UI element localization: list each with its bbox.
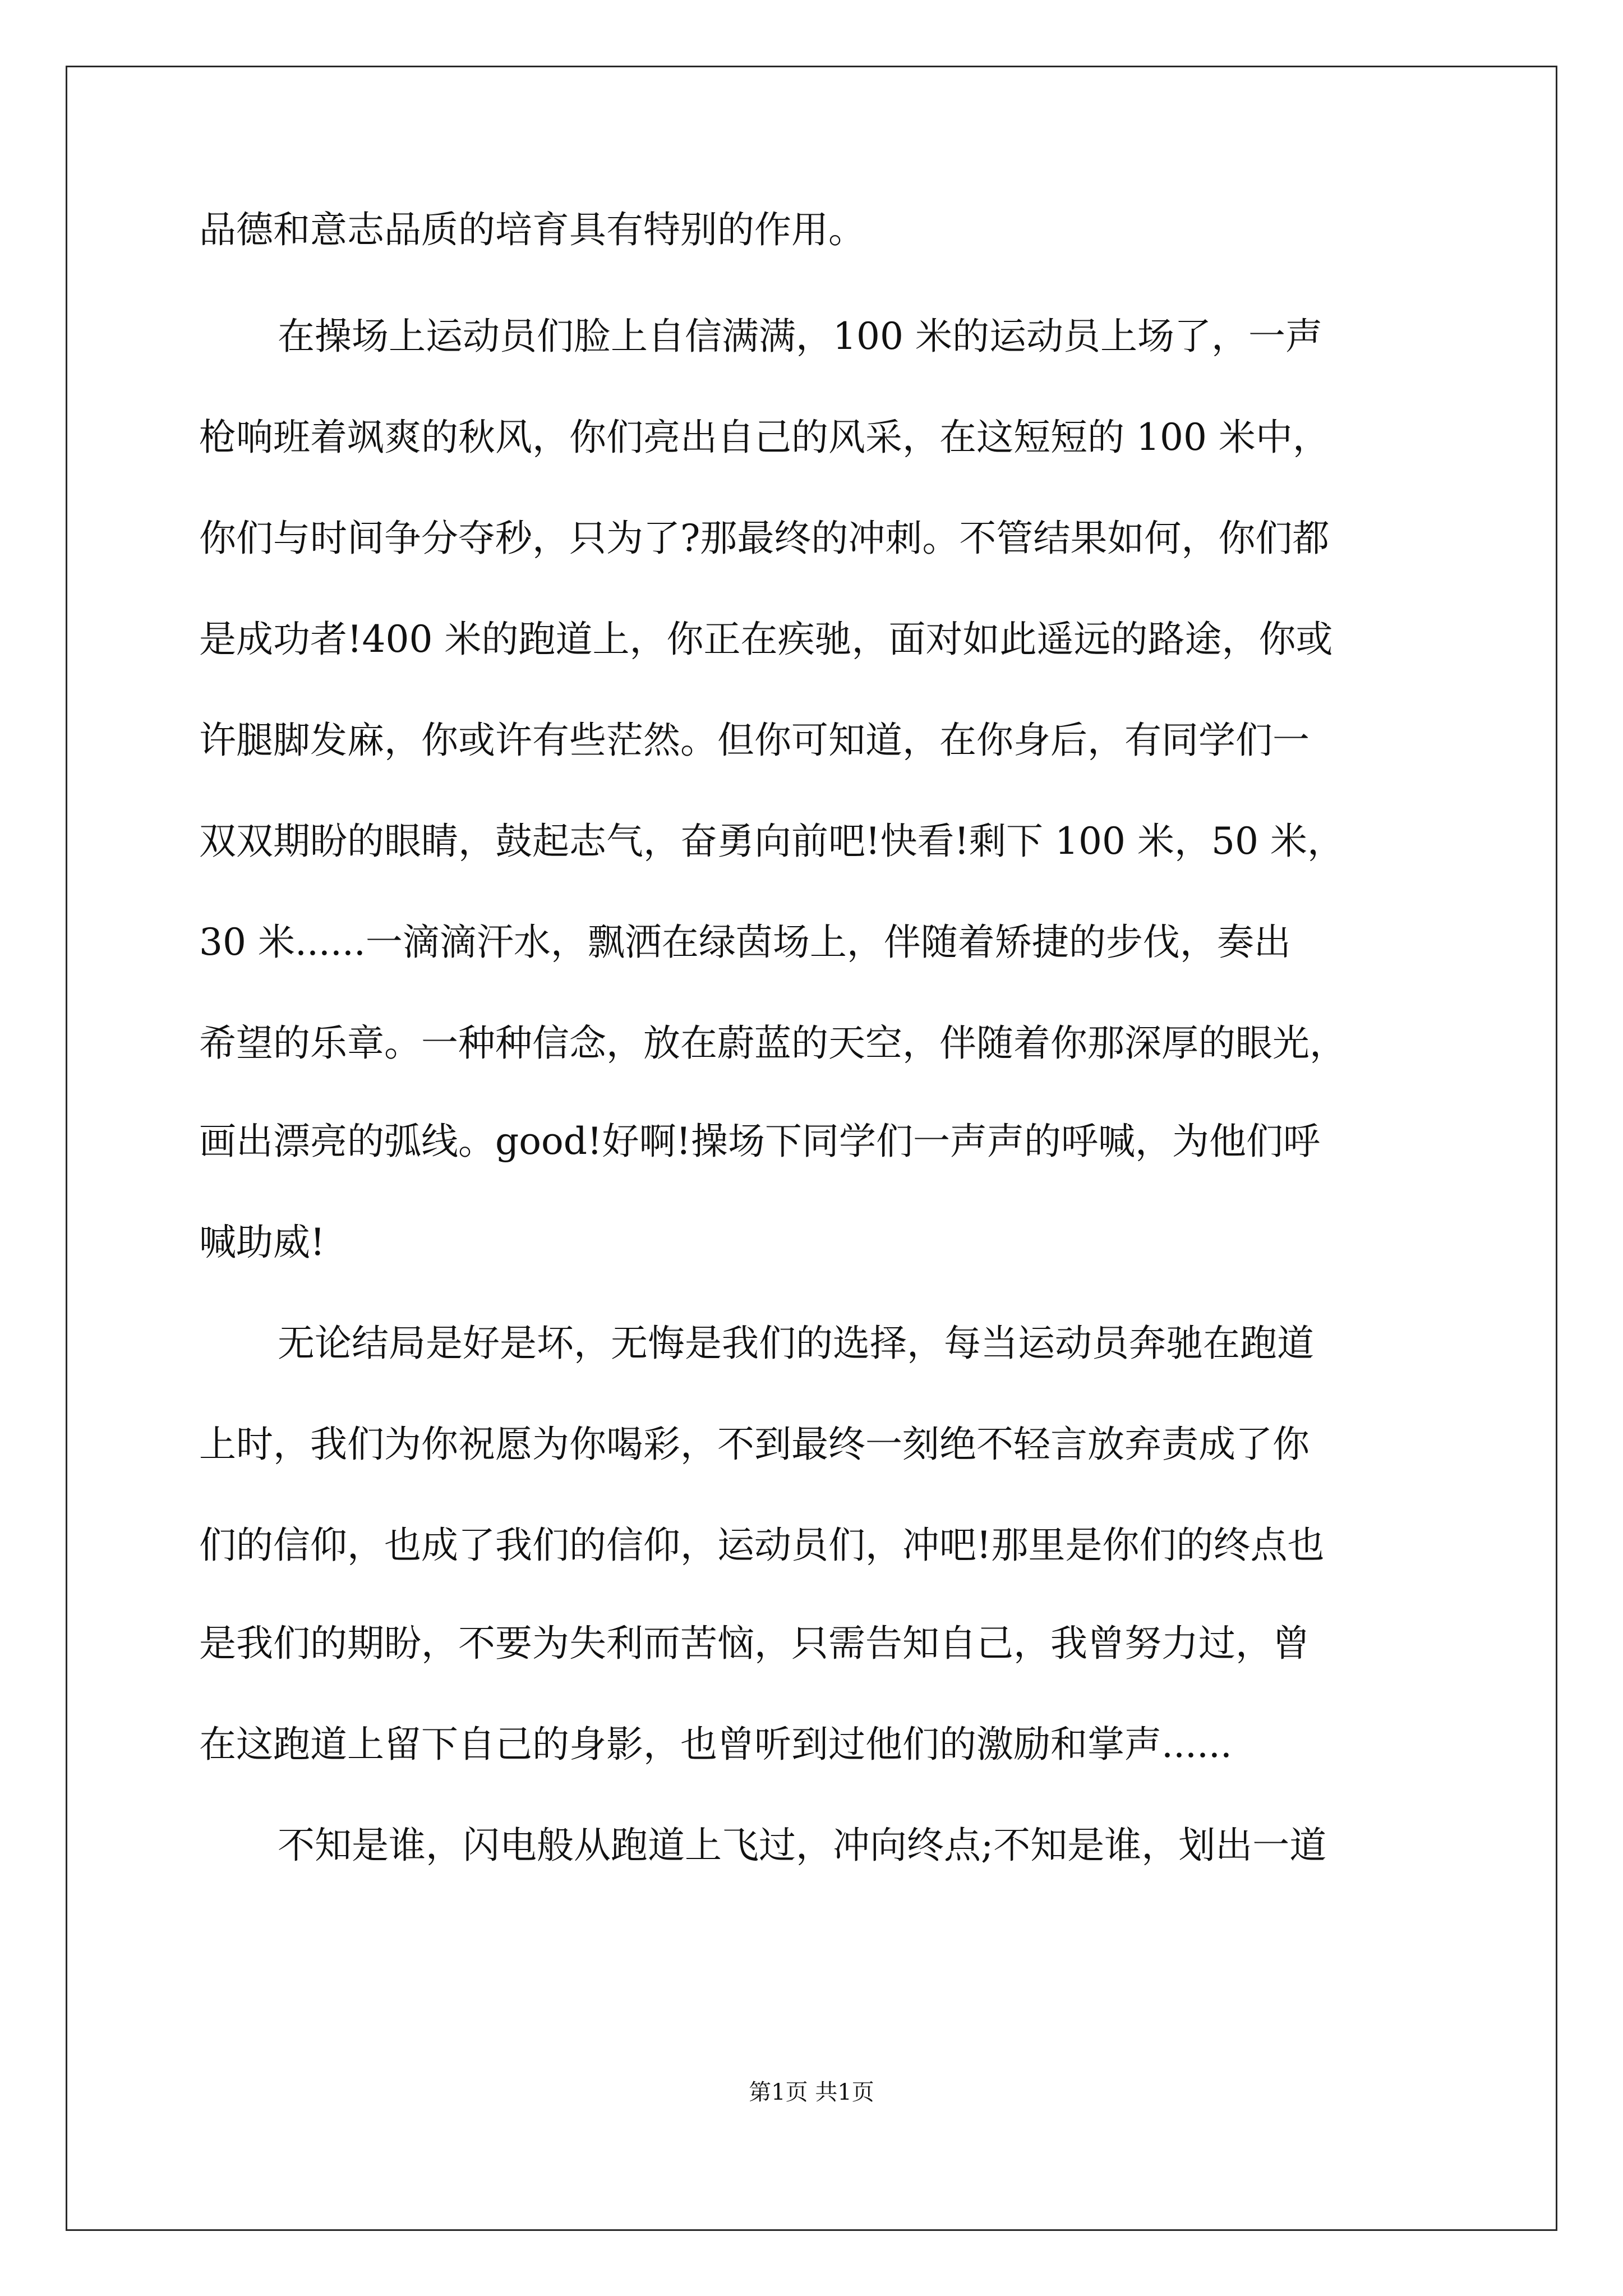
- text-line: 画出漂亮的弧线。good!好啊!操场下同学们一声声的呼喊，为他们呼: [199, 1120, 1321, 1163]
- page-footer: 第1页 共1页: [749, 2079, 874, 2105]
- text-line: 是成功者!400 米的跑道上，你正在疾驰，面对如此遥远的路途，你或: [199, 618, 1333, 661]
- text-line: 在这跑道上留下自己的身影，也曾听到过他们的激励和掌声......: [199, 1723, 1232, 1766]
- text-line: 上时，我们为你祝愿为你喝彩，不到最终一刻绝不轻言放弃责成了你: [199, 1423, 1310, 1466]
- text-line: 双双期盼的眼睛，鼓起志气，奋勇向前吧!快看!剩下 100 米，50 米，: [199, 820, 1344, 863]
- text-line: 希望的乐章。一种种信念，放在蔚蓝的天空，伴随着你那深厚的眼光，: [199, 1022, 1347, 1065]
- text-line: 是我们的期盼，不要为失利而苦恼，只需告知自己，我曾努力过，曾: [199, 1622, 1310, 1665]
- text-line: 品德和意志品质的培育具有特别的作用。: [199, 208, 865, 251]
- text-line: 许腿脚发麻，你或许有些茫然。但你可知道，在你身后，有同学们一: [199, 719, 1310, 762]
- text-line: 喊助威!: [199, 1221, 325, 1264]
- text-line: 枪响班着飒爽的秋风，你们亮出自己的风采，在这短短的 100 米中，: [199, 416, 1330, 459]
- text-line: 在操场上运动员们脸上自信满满，100 米的运动员上场了，一声: [278, 315, 1322, 358]
- text-line: 你们与时间争分夺秒，只为了?那最终的冲刺。不管结果如何，你们都: [199, 517, 1330, 560]
- text-line: 30 米......一滴滴汗水，飘洒在绿茵场上，伴随着矫捷的步伐，奏出: [199, 921, 1291, 964]
- text-line: 无论结局是好是坏，无悔是我们的选择，每当运动员奔驰在跑道: [278, 1322, 1314, 1365]
- text-line: 们的信仰，也成了我们的信仰，运动员们，冲吧!那里是你们的终点也: [199, 1524, 1325, 1567]
- text-line: 不知是谁，闪电般从跑道上飞过，冲向终点;不知是谁，划出一道: [278, 1824, 1327, 1867]
